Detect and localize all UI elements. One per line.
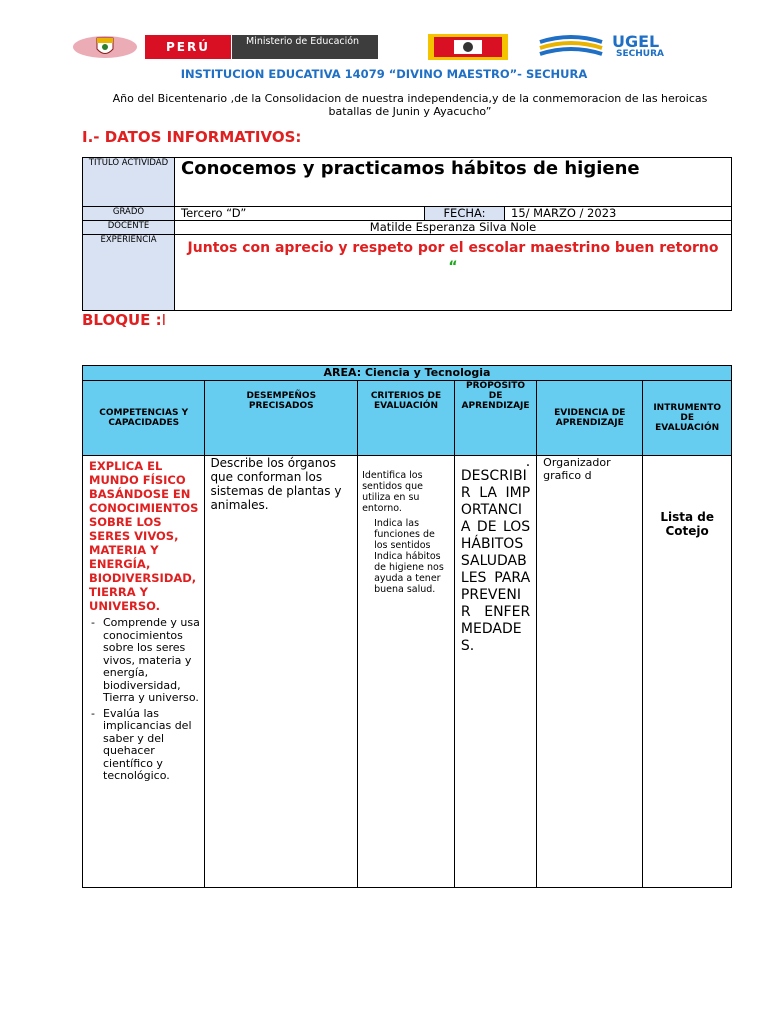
activity-title: Conocemos y practicamos hábitos de higiene [175,158,732,207]
header-logos [70,34,710,60]
titulo-label: TITULO ACTIVIDAD [83,158,175,207]
docente-label: DOCENTE [83,221,175,235]
criterio-item: Indica las funciones de los sentidos Indica hábitos de higiene nos ayuda a tener buena salud. [374,518,444,595]
area-table [82,365,732,888]
proposito-dot: . [525,454,531,470]
info-table [82,157,732,311]
experiencia-cell [175,235,732,311]
experiencia-value: Juntos con aprecio y respeto por el escolar maestrino buen retorno [187,240,719,256]
desempeno-cell: Describe los órganos que conforman los sistemas de plantas y animales. [205,456,358,888]
bloque-value: I [161,311,167,329]
capacidad-item: - Evalúa las implicancias del saber y del quehacer científico y tecnológico. [103,708,204,783]
ministerio-logo: Ministerio de Educación [232,35,378,59]
capacidades-list [83,617,204,783]
header-competencias: COMPETENCIAS Y CAPACIDADES [83,381,205,456]
header-evidencia: EVIDENCIA DE APRENDIZAJE [537,381,643,456]
criterio-item: Identifica los sentidos que utiliza en su entorno. [362,470,423,514]
proposito-cell [454,456,536,888]
institution-title: INSTITUCION EDUCATIVA 14079 “DIVINO MAESTRO”- SECHURA [180,67,588,81]
grado-label: GRADO [83,207,175,221]
competencia-cell [83,456,205,888]
header-proposito: PROPOSITO DE APRENDIZAJE [454,381,536,456]
experiencia-quote: “ [448,259,458,275]
fecha-value: 15/ MARZO / 2023 [505,207,732,221]
docente-value: Matilde Esperanza Silva Nole [175,221,732,235]
peru-coat-of-arms-icon [70,34,140,60]
bloque-text: BLOQUE : [82,311,162,329]
section-title: I.- DATOS INFORMATIVOS: [82,128,302,146]
header-instrumento: INTRUMENTO DE EVALUACIÓN [643,381,732,456]
criterios-cell [358,456,455,888]
experiencia-label: EXPERIENCIA [83,235,175,311]
capacidad-item: - Comprende y usa conocimientos sobre los seres vivos, materia y energía, biodiversidad, Tierra y universo. [103,617,204,705]
ugel-logo [536,34,706,60]
bloque-label [82,311,166,329]
area-title: AREA: Ciencia y Tecnologia [83,366,732,381]
evidencia-cell: Organizador grafico d [537,456,643,888]
proposito-text: DESCRIBIR LA IMPORTANCIA DE LOS HÁBITOS SALUDABLES PARA PREVENIR ENFERMEDADES. [460,468,531,654]
fecha-label: FECHA: [425,207,505,221]
header-desempenos: DESEMPEÑOS PRECISADOS [205,381,358,456]
grado-value: Tercero “D” [175,207,425,221]
peru-logo: PERÚ [145,35,231,59]
year-title: Año del Bicentenario ,de la Consolidacion de nuestra independencia,y de la conmemoracion de las heroicas batallas de Junin y Ayacucho” [112,92,708,118]
school-logo-icon [428,34,508,60]
competencia-title: EXPLICA EL MUNDO FÍSICO BASÁNDOSE EN CONOCIMIENTOS SOBRE LOS SERES VIVOS, MATERIA Y ENERGÍA, BIODIVERSIDAD, TIERRA Y UNIVERSO. [89,459,199,613]
header-criterios: CRITERIOS DE EVALUACIÓN [358,381,455,456]
ugel-logo-text: UGEL [612,32,660,51]
ugel-logo-subtext: SECHURA [616,49,664,59]
ugel-swoosh-icon [536,34,606,60]
instrumento-cell: Lista de Cotejo [643,456,732,888]
